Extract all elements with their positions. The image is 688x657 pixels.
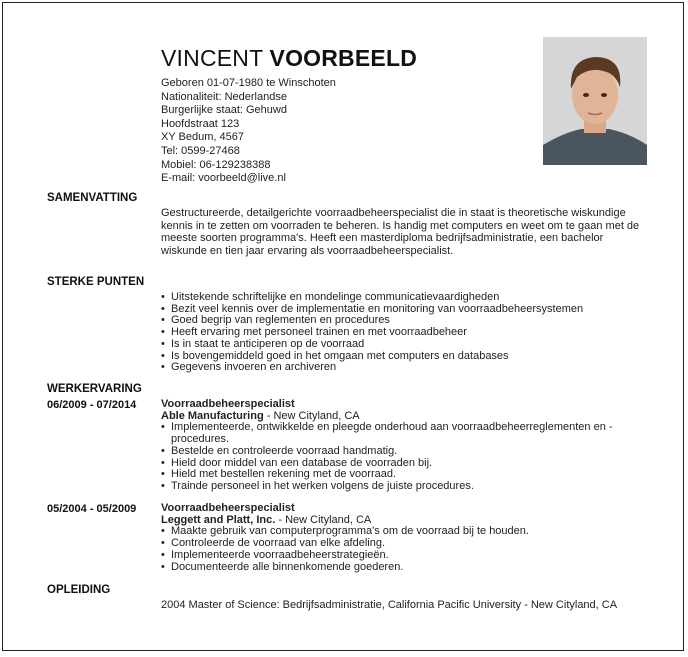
email-line: E-mail: voorbeeld@live.nl [161, 172, 286, 185]
list-item: • Controleerde de voorraad van elke afdeling. [161, 538, 656, 550]
mobile-line: Mobiel: 06-129238388 [161, 158, 271, 171]
list-item: • Hield met bestellen rekening met de voorraad. [161, 469, 656, 481]
job-title: Voorraadbeheerspecialist [161, 502, 295, 514]
list-item: • Documenteerde alle binnenkomende goederen. [161, 562, 656, 574]
job-entry [161, 399, 656, 493]
job-entry [161, 503, 656, 573]
summary-text: Gestructureerde, detailgerichte voorraadbeheerspecialist die in staat is theoretische wiskundige kennis in te zetten om voorraden te beheren. Is handig met computers en weet om te gaan met de meeste soorten programma's. Heeft een masterdiploma bedrijfsadministratie, een bachelor wiskunde en tien jaar ervaring als voorraadbeheerspecialist. [161, 207, 640, 257]
education-heading: OPLEIDING [47, 584, 111, 596]
education-text: 2004 Master of Science: Bedrijfsadministratie, California Pacific University - New Cityland, CA [161, 599, 618, 611]
experience-heading: WERKERVARING [47, 383, 142, 395]
job-dates: 06/2009 - 07/2014 [47, 399, 137, 411]
strengths-list [161, 292, 656, 374]
resume-page [2, 2, 684, 651]
portrait-image [543, 37, 647, 165]
candidate-name [161, 45, 417, 72]
list-item: • Is bovengemiddeld goed in het omgaan met computers en databases [161, 351, 656, 363]
job-title: Voorraadbeheerspecialist [161, 398, 295, 410]
birth-line: Geboren 01-07-1980 te Winschoten [161, 77, 336, 89]
nationality-line: Nationaliteit: Nederlandse [161, 90, 287, 103]
company-location: - New Cityland, CA [275, 513, 372, 526]
list-item: • Maakte gebruik van computerprogramma's om de voorraad bij te houden. [161, 526, 656, 538]
profile-photo [543, 37, 647, 165]
company-name: Leggett and Platt, Inc. [161, 513, 276, 526]
list-item: • Hield door middel van een database de voorraden bij. [161, 458, 656, 470]
strengths-heading: STERKE PUNTEN [47, 276, 145, 288]
marital-status-line: Burgerlijke staat: Gehuwd [161, 104, 287, 117]
list-item: • Implementeerde voorraadbeheerstrategieën. [161, 550, 656, 562]
list-item: • Uitstekende schriftelijke en mondelinge communicatievaardigheden [161, 292, 656, 304]
contact-details [161, 77, 336, 186]
job-dates: 05/2004 - 05/2009 [47, 503, 137, 515]
list-item: • Is in staat te anticiperen op de voorraad [161, 339, 656, 351]
list-item: • Implementeerde, ontwikkelde en pleegde onderhoud aan voorraadbeheerreglementen en -procedures. [161, 422, 656, 445]
list-item: • Bezit veel kennis over de implementatie en monitoring van voorraadbeheersystemen [161, 304, 656, 316]
last-name: VOORBEELD [269, 45, 418, 71]
company-location: - New Cityland, CA [263, 409, 360, 422]
list-item: • Trainde personeel in het werken volgens de juiste procedures. [161, 481, 656, 493]
summary-heading: SAMENVATTING [47, 192, 138, 204]
job-duties [161, 422, 656, 492]
job-duties [161, 526, 656, 573]
city-line: XY Bedum, 4567 [161, 131, 244, 144]
list-item: • Gegevens invoeren en archiveren [161, 362, 656, 374]
phone-line: Tel: 0599-27468 [161, 144, 240, 157]
first-name: VINCENT [161, 45, 263, 71]
street-line: Hoofdstraat 123 [161, 117, 240, 130]
company-name: Able Manufacturing [161, 409, 264, 422]
list-item: • Bestelde en controleerde voorraad handmatig. [161, 446, 656, 458]
list-item: • Goed begrip van reglementen en procedures [161, 315, 656, 327]
list-item: • Heeft ervaring met personeel trainen en met voorraadbeheer [161, 327, 656, 339]
